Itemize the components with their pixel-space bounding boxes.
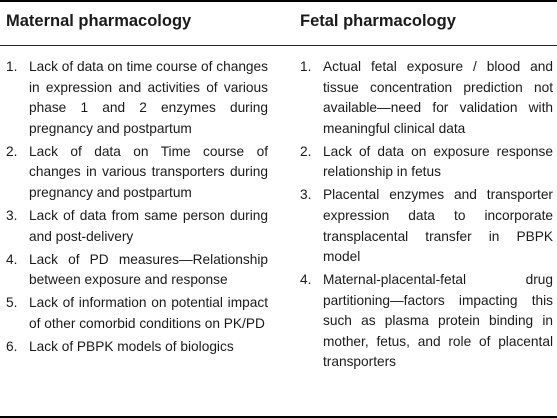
item-number: 1. <box>6 59 18 74</box>
maternal-pharmacology-header: Maternal pharmacology <box>6 12 192 30</box>
list-item <box>300 270 553 373</box>
fetal-pharmacology-header: Fetal pharmacology <box>300 12 456 30</box>
maternal-pharmacology-list <box>6 57 268 360</box>
item-text: Placental enzymes and transporter expression data to incorporate transplacental transfer in PBPK model <box>323 187 553 265</box>
list-item <box>300 142 553 183</box>
item-number: 2. <box>6 143 18 159</box>
list-item <box>6 57 268 139</box>
item-text: Lack of PD measures—Relationship between exposure and response <box>29 251 268 288</box>
table-top-rule <box>0 0 557 2</box>
item-text: Actual fetal exposure / blood and tissue concentration prediction not available—need for validation with meaningful clinical data <box>323 59 553 136</box>
item-number: 1. <box>300 59 312 74</box>
item-text: Lack of data on time course of changes in expression and activities of various phase 1 and 2 enzymes during pregnancy and postpartum <box>29 59 268 136</box>
item-text: Lack of data on Time course of changes in various transporters during pregnancy and postpartum <box>29 143 268 200</box>
item-text: Lack of PBPK models of biologics <box>29 338 234 354</box>
item-number: 2. <box>300 143 312 159</box>
item-text: Maternal-placental-fetal drug partitioning—factors impacting this such as plasma protein binding in mother, fetus, and role of placental transporters <box>323 272 553 370</box>
list-item <box>6 337 268 358</box>
list-item <box>6 206 268 247</box>
item-number: 4. <box>300 272 312 288</box>
list-item <box>300 57 553 139</box>
item-text: Lack of information on potential impact of other comorbid conditions on PK/PD <box>29 295 268 331</box>
item-number: 6. <box>6 338 18 354</box>
item-number: 3. <box>6 207 18 223</box>
list-item <box>6 250 268 291</box>
list-item <box>6 142 268 204</box>
list-item <box>6 293 268 334</box>
header-divider-rule <box>0 45 557 46</box>
item-text: Lack of data from same person during and post-delivery <box>29 207 268 244</box>
fetal-pharmacology-list <box>300 57 553 375</box>
item-number: 3. <box>300 187 312 203</box>
list-item <box>300 185 553 267</box>
item-number: 5. <box>6 295 18 311</box>
item-text: Lack of data on exposure response relationship in fetus <box>323 143 553 180</box>
item-number: 4. <box>6 251 18 267</box>
